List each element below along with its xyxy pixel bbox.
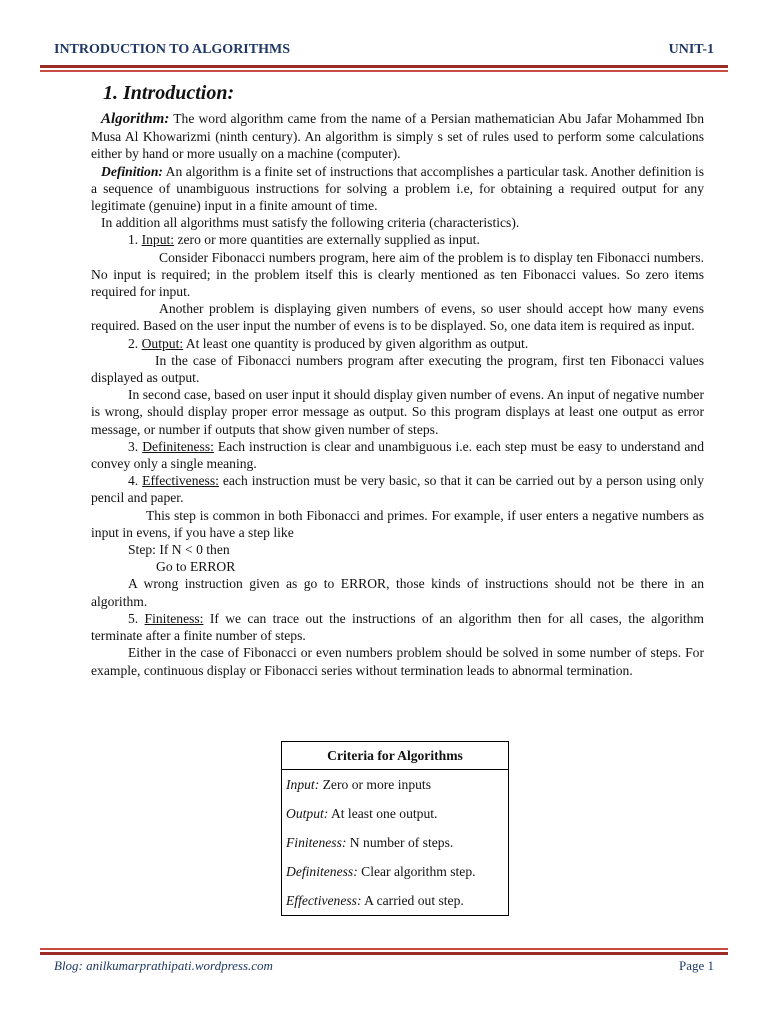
criterion-number: 3. <box>128 438 143 454</box>
criterion-text: Each instruction is clear and unambiguous i.e. each step must be easy to understand and convey only a single meaning. <box>91 438 705 472</box>
criterion-output <box>91 335 704 352</box>
box-row-term: Finiteness: <box>286 835 347 850</box>
box-row-output <box>282 799 508 828</box>
box-title: Criteria for Algorithms <box>282 742 508 770</box>
criterion-term: Finiteness: <box>144 610 204 626</box>
header-rule <box>40 65 728 72</box>
criterion-term: Input: <box>141 232 175 248</box>
criterion-term: Output: <box>141 335 184 351</box>
box-row-text: N number of steps. <box>346 835 454 850</box>
page-header <box>54 42 714 62</box>
paragraph-input-evens: Another problem is displaying given numbers of evens, so user should accept how many evens required. Based on the user input the number of evens is to be displayed. So, one data item is required as input. <box>91 301 704 334</box>
box-row-text: Clear algorithm step. <box>357 864 476 879</box>
criterion-number: 4. <box>128 473 143 489</box>
paragraph-input-fibonacci: Consider Fibonacci numbers program, here aim of the problem is to display ten Fibonacci numbers. No input is required; in the problem itself this is clearly mentioned as ten Fibonacci values. So zero items required for input. <box>91 249 704 300</box>
box-row-term: Input: <box>286 777 320 792</box>
criterion-finiteness <box>91 610 704 644</box>
paragraph-criteria: In addition all algorithms must satisfy the following criteria (characteristics). <box>101 215 520 231</box>
document-body <box>91 80 704 679</box>
paragraph-output-fibonacci: In the case of Fibonacci numbers program after executing the program, first ten Fibonacci values displayed as output. <box>91 352 704 386</box>
footer-rule <box>40 948 728 955</box>
footer-blog-link[interactable]: Blog: anilkumarprathipati.wordpress.com <box>54 958 273 973</box>
criterion-term: Definiteness: <box>142 438 214 454</box>
box-row-term: Definiteness: <box>286 864 358 879</box>
box-row-text: A carried out step. <box>361 893 464 908</box>
criterion-text: each instruction must be very basic, so that it can be carried out by a person using only pencil and paper. <box>91 473 704 506</box>
paragraph-output-evens: In second case, based on user input it should display given number of evens. An input of negative number is wrong, should display proper error message as output. So this program displays at least one output as error message, or number if outputs that show given number of steps. <box>91 387 704 437</box>
box-row-finiteness <box>282 828 508 857</box>
paragraph-text: The word algorithm came from the name of a Persian mathematician Abu Jafar Mohammed Ibn Musa Al Khowarizmi (ninth century). An algorithm is simply s set of rules used to perform some calculations either by hand or more usually on a machine (computer). <box>91 111 704 162</box>
criterion-number: 5. <box>128 610 145 626</box>
criterion-definiteness <box>91 438 704 472</box>
criterion-term: Effectiveness: <box>142 473 219 489</box>
criterion-text: zero or more quantities are externally supplied as input. <box>174 232 480 248</box>
term-definition: Definition: <box>101 163 163 179</box>
box-row-text: At least one output. <box>328 806 438 821</box>
code-goto: Go to ERROR <box>156 559 236 575</box>
term-algorithm: Algorithm: <box>101 111 170 127</box>
box-row-input <box>282 770 508 799</box>
page-number: Page 1 <box>678 958 714 973</box>
paragraph-algorithm <box>91 110 704 163</box>
box-row-definiteness <box>282 857 508 886</box>
criteria-summary-box <box>281 741 509 916</box>
criterion-input <box>91 231 704 248</box>
criterion-text: If we can trace out the instructions of an algorithm then for all cases, the algorithm terminate after a finite number of steps. <box>91 610 704 644</box>
header-title: INTRODUCTION TO ALGORITHMS <box>54 42 290 57</box>
paragraph-effectiveness-example: This step is common in both Fibonacci and primes. For example, if user enters a negative numbers as input in evens, if you have a step like <box>91 507 704 540</box>
paragraph-text: An algorithm is a finite set of instructions that accomplishes a particular task. Another definition is a sequence of unambiguous instructions for solving a problem i.e, for obtaining a required output for any legitimate (genuine) input in a finite amount of time. <box>91 163 704 214</box>
header-unit: UNIT-1 <box>668 42 714 57</box>
criterion-text: At least one quantity is produced by given algorithm as output. <box>183 335 529 351</box>
paragraph-definition <box>91 163 704 215</box>
paragraph-wrong-instruction: A wrong instruction given as go to ERROR, those kinds of instructions should not be there in an algorithm. <box>91 576 704 609</box>
box-row-effectiveness <box>282 886 508 915</box>
paragraph-finiteness-example: Either in the case of Fibonacci or even numbers problem should be solved in some number of steps. For example, continuous display or Fibonacci series without termination leads to abnormal termination. <box>91 645 704 678</box>
criterion-effectiveness <box>91 472 704 506</box>
box-row-text: Zero or more inputs <box>319 777 431 792</box>
criterion-number: 1. <box>128 232 142 248</box>
box-row-term: Effectiveness: <box>286 893 362 908</box>
section-heading: 1. Introduction: <box>103 82 235 104</box>
box-row-term: Output: <box>286 806 329 821</box>
code-step: Step: If N < 0 then <box>128 542 230 558</box>
criterion-number: 2. <box>128 335 142 351</box>
